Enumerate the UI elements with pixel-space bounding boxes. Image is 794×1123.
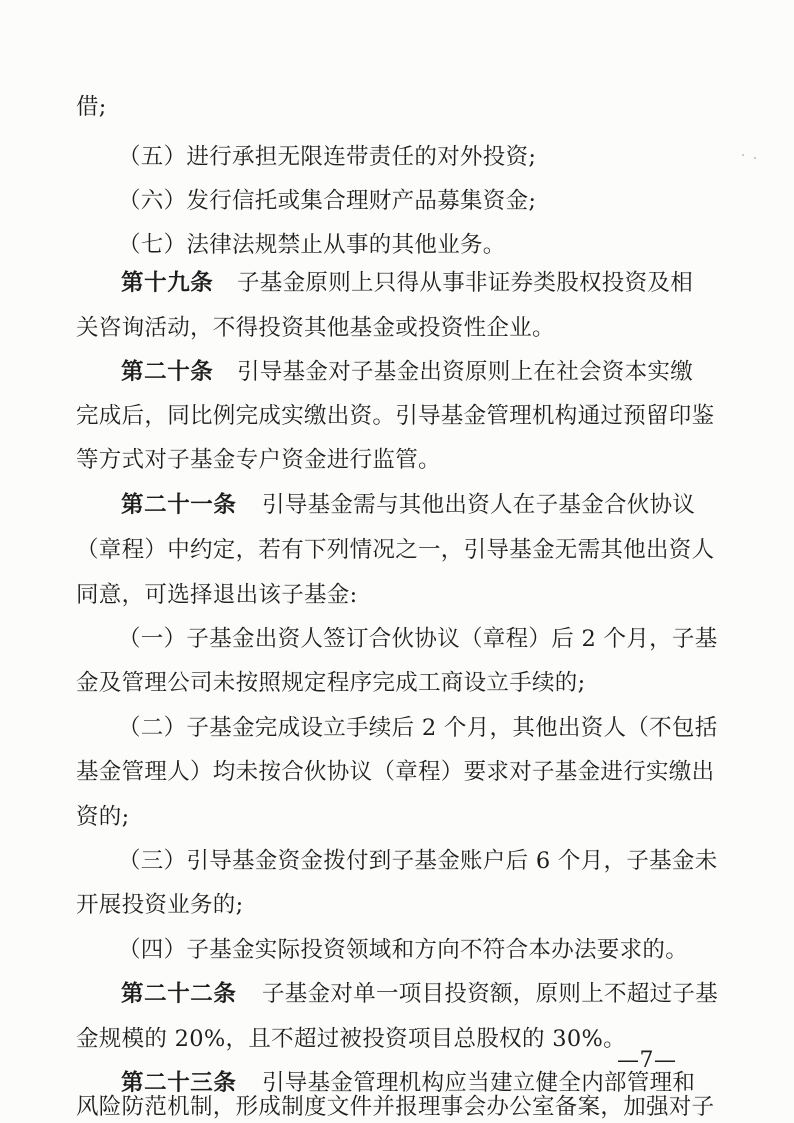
text-line <box>0 401 794 431</box>
line-text: 完成后，同比例完成实缴出资。引导基金管理机构通过预留印鉴 <box>76 403 715 429</box>
line-text: 引导基金需与其他出资人在子基金合伙协议 <box>262 492 696 518</box>
line-text: 关咨询活动，不得投资其他基金或投资性企业。 <box>76 315 555 341</box>
line-text: 等方式对子基金专户资金进行监管。 <box>76 447 441 473</box>
line-text: （三）引导基金资金拨付到子基金账户后 6 个月，子基金未 <box>118 848 718 874</box>
page-number: —7— <box>617 1048 677 1073</box>
text-line <box>0 92 794 122</box>
article-heading: 第二十二条 <box>121 981 237 1007</box>
article-line <box>0 268 794 298</box>
scan-speck <box>754 157 756 159</box>
text-line <box>0 713 794 743</box>
line-text: （章程）中约定，若有下列情况之一，引导基金无需其他出资人 <box>76 537 715 563</box>
article-line <box>0 490 794 520</box>
line-text: （四）子基金实际投资领域和方向不符合本办法要求的。 <box>118 937 689 963</box>
text-line <box>0 1092 794 1122</box>
text-line <box>0 624 794 654</box>
article-heading: 第十九条 <box>121 270 214 296</box>
line-text: （二）子基金完成设立手续后 2 个月，其他出资人（不包括 <box>118 715 718 741</box>
text-line <box>0 313 794 343</box>
line-text: 风险防范机制，形成制度文件并报理事会办公室备案，加强对子 <box>76 1094 715 1120</box>
article-line <box>0 979 794 1009</box>
text-line <box>0 890 794 920</box>
line-text: 子基金对单一项目投资额，原则上不超过子基 <box>262 981 719 1007</box>
line-text: 资的; <box>76 804 130 830</box>
article-heading: 第二十条 <box>121 359 214 385</box>
line-text: （六）发行信托或集合理财产品募集资金; <box>118 188 537 214</box>
text-line <box>0 186 794 216</box>
line-text: 金及管理公司未按照规定程序完成工商设立手续的; <box>76 670 586 696</box>
text-line <box>0 535 794 565</box>
line-text: 引导基金管理机构应当建立健全内部管理和 <box>262 1070 696 1096</box>
line-text: （七）法律法规禁止从事的其他业务。 <box>118 232 506 258</box>
line-text: 金规模的 20%，且不超过被投资项目总股权的 30%。 <box>76 1026 626 1052</box>
text-line <box>0 802 794 832</box>
line-text: 借; <box>76 94 107 120</box>
line-text: 引导基金对子基金出资原则上在社会资本实缴 <box>237 359 694 385</box>
line-text: 子基金原则上只得从事非证券类股权投资及相 <box>237 270 694 296</box>
text-line <box>0 935 794 965</box>
article-heading: 第二十一条 <box>121 492 237 518</box>
line-text: （五）进行承担无限连带责任的对外投资; <box>118 144 537 170</box>
text-line <box>0 580 794 610</box>
text-line <box>0 142 794 172</box>
line-text: 同意，可选择退出该子基金: <box>76 582 358 608</box>
text-line <box>0 445 794 475</box>
text-line <box>0 668 794 698</box>
line-text: 开展投资业务的; <box>76 892 244 918</box>
text-line <box>0 846 794 876</box>
line-text: 基金管理人）均未按合伙协议（章程）要求对子基金进行实缴出 <box>76 759 715 785</box>
article-line <box>0 357 794 387</box>
line-text: （一）子基金出资人签订合伙协议（章程）后 2 个月，子基 <box>118 626 718 652</box>
text-line <box>0 230 794 260</box>
text-line <box>0 757 794 787</box>
article-heading: 第二十三条 <box>121 1070 237 1096</box>
scan-speck <box>742 154 744 156</box>
